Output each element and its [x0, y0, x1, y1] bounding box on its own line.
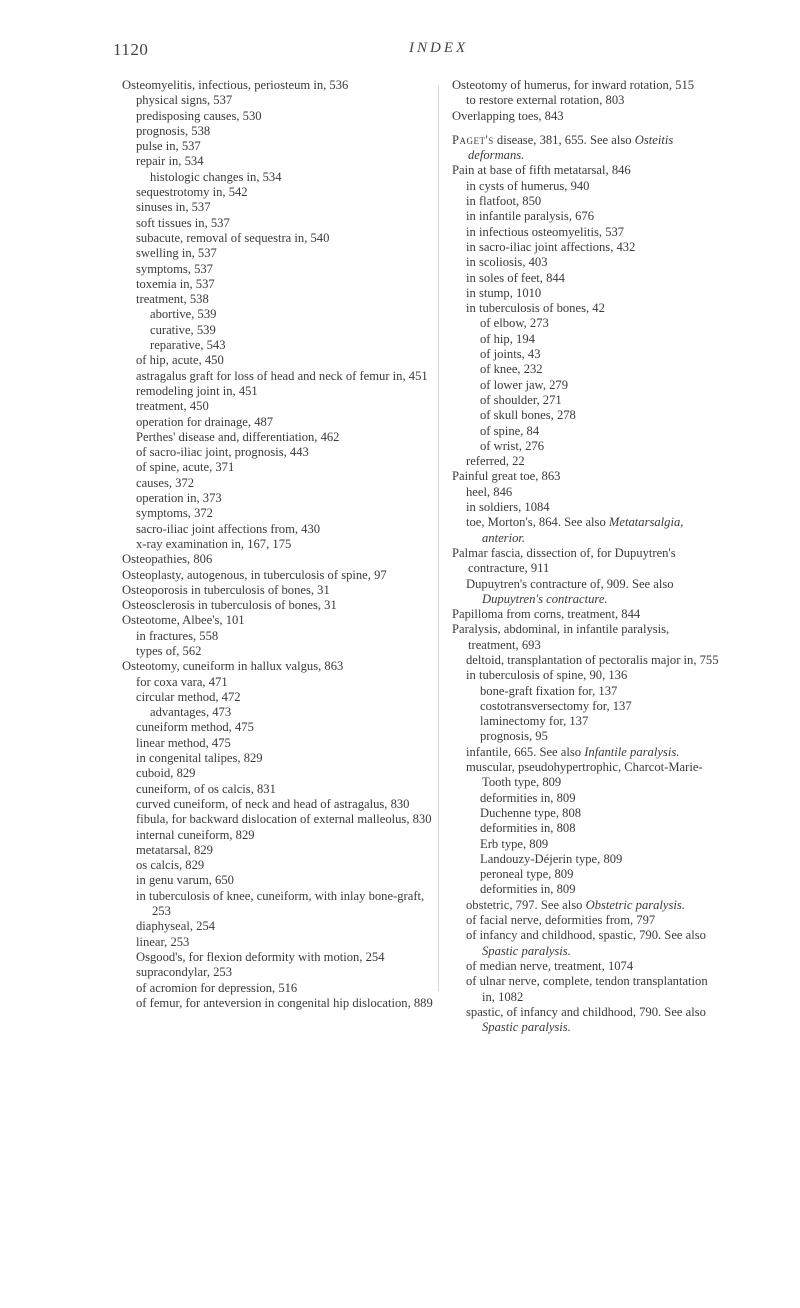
index-entry — [136, 185, 434, 200]
entry-text: in tuberculosis of bones, 42 — [466, 301, 605, 316]
entry-text: of wrist, 276 — [480, 438, 545, 453]
entry-text: in sacro-iliac joint affections, 432 — [466, 239, 636, 254]
index-entry — [136, 399, 434, 414]
index-entry — [136, 950, 434, 965]
index-entry — [136, 843, 434, 858]
entry-text: histologic changes in, 534 — [150, 169, 282, 184]
entry-text: treatment, 538 — [136, 292, 209, 307]
index-entry — [452, 109, 722, 124]
index-entry — [136, 935, 434, 950]
index-entry — [480, 408, 722, 423]
entry-text: Osgood's, for flexion deformity with motion, 254 — [136, 949, 385, 964]
entry-text: of hip, 194 — [480, 331, 535, 346]
index-entry — [466, 913, 722, 928]
index-entry — [136, 675, 434, 690]
entry-text: swelling in, 537 — [136, 246, 217, 261]
index-entry — [136, 231, 434, 246]
entry-text: Papilloma from corns, treatment, 844 — [452, 607, 641, 622]
entry-text: sinuses in, 537 — [136, 200, 211, 215]
entry-text: Landouzy-Déjerin type, 809 — [480, 851, 623, 866]
entry-text: peroneal type, 809 — [480, 867, 574, 882]
index-entry — [122, 78, 434, 93]
index-entry — [136, 476, 434, 491]
entry-text: of lower jaw, 279 — [480, 377, 569, 392]
entry-text: Dupuytren's contracture of, 909. See also — [466, 576, 674, 591]
index-entry — [480, 378, 722, 393]
index-entry — [122, 598, 434, 613]
index-entry — [136, 246, 434, 261]
index-entry — [480, 699, 722, 714]
index-entry — [466, 454, 722, 469]
entry-text: Osteosclerosis in tuberculosis of bones, 31 — [122, 598, 337, 613]
entry-text: cuboid, 829 — [136, 766, 196, 781]
entry-text: of ulnar nerve, complete, tendon transplantation in, 1082 — [466, 974, 708, 1004]
index-entry — [136, 200, 434, 215]
index-entry — [136, 216, 434, 231]
entry-text: deformities in, 809 — [480, 790, 576, 805]
entry-text: prognosis, 538 — [136, 123, 211, 138]
entry-text: toxemia in, 537 — [136, 276, 215, 291]
entry-text: of knee, 232 — [480, 362, 543, 377]
entry-text: Osteotomy, cuneiform in hallux valgus, 863 — [122, 659, 344, 674]
entry-cross-reference: Dupuytren's contracture. — [482, 591, 608, 606]
index-entry — [466, 959, 722, 974]
index-entry — [452, 607, 722, 622]
entry-text: costotransversectomy for, 137 — [480, 698, 632, 713]
index-entry — [122, 552, 434, 567]
entry-text: Erb type, 809 — [480, 836, 549, 851]
index-entry — [466, 485, 722, 500]
entry-text: operation in, 373 — [136, 491, 222, 506]
index-entry — [466, 271, 722, 286]
entry-text: linear method, 475 — [136, 735, 231, 750]
page-number: 1120 — [113, 40, 149, 59]
index-entry — [136, 736, 434, 751]
entry-text: treatment, 450 — [136, 399, 209, 414]
entry-text: of elbow, 273 — [480, 316, 549, 331]
entry-text: referred, 22 — [466, 454, 525, 469]
entry-text: to restore external rotation, 803 — [466, 93, 625, 108]
index-entry — [466, 286, 722, 301]
index-entry — [480, 821, 722, 836]
index-entry — [466, 225, 722, 240]
entry-text: infantile, 665. See also — [466, 744, 585, 759]
page-header — [113, 40, 710, 64]
entry-text: in infantile paralysis, 676 — [466, 209, 595, 224]
entry-cross-reference: Metatarsalgia, anterior. — [482, 515, 684, 545]
index-entry — [150, 307, 434, 322]
index-entry — [122, 659, 434, 674]
entry-text: laminectomy for, 137 — [480, 714, 589, 729]
index-entry — [136, 415, 434, 430]
entry-text: muscular, pseudohypertrophic, Charcot-Marie-Tooth type, 809 — [466, 760, 703, 790]
index-entry — [136, 720, 434, 735]
entry-text: in tuberculosis of spine, 90, 136 — [466, 668, 628, 683]
index-entry — [150, 705, 434, 720]
entry-text: circular method, 472 — [136, 689, 241, 704]
entry-text: prognosis, 95 — [480, 729, 548, 744]
entry-cross-reference: Spastic paralysis. — [482, 1020, 571, 1035]
index-entry — [466, 928, 722, 959]
index-entry — [136, 996, 434, 1011]
index-entry — [136, 629, 434, 644]
index-entry — [480, 424, 722, 439]
index-entry — [480, 806, 722, 821]
entry-text: of spine, acute, 371 — [136, 460, 235, 475]
index-entry — [480, 791, 722, 806]
index-entry — [480, 332, 722, 347]
entry-text: abortive, 539 — [150, 307, 217, 322]
entry-text: in cysts of humerus, 940 — [466, 178, 590, 193]
index-entry — [466, 179, 722, 194]
entry-text: types of, 562 — [136, 643, 202, 658]
entry-text: os calcis, 829 — [136, 858, 205, 873]
entry-text: soft tissues in, 537 — [136, 215, 230, 230]
entry-text: internal cuneiform, 829 — [136, 827, 255, 842]
index-entry — [452, 163, 722, 178]
entry-text: cuneiform method, 475 — [136, 720, 254, 735]
index-entry — [480, 347, 722, 362]
index-entry — [480, 837, 722, 852]
entry-text: in flatfoot, 850 — [466, 194, 542, 209]
index-entry — [136, 262, 434, 277]
entry-text: heel, 846 — [466, 484, 513, 499]
index-entry — [122, 568, 434, 583]
index-column-right — [452, 78, 722, 1035]
entry-text: of femur, for anteversion in congenital hip dislocation, 889 — [136, 995, 433, 1010]
index-entry — [480, 867, 722, 882]
entry-text: Paralysis, abdominal, in infantile paralysis, treatment, 693 — [452, 622, 670, 652]
entry-text: Palmar fascia, dissection of, for Dupuytren's contracture, 911 — [452, 545, 676, 576]
entry-text: in infectious osteomyelitis, 537 — [466, 224, 625, 239]
index-entry — [466, 500, 722, 515]
index-entry — [136, 965, 434, 980]
entry-text: of joints, 43 — [480, 347, 541, 362]
index-entry — [150, 323, 434, 338]
entry-text: in scoliosis, 403 — [466, 255, 548, 270]
entry-text: linear, 253 — [136, 934, 190, 949]
entry-text: deformities in, 809 — [480, 882, 576, 897]
entry-text: Osteopathies, 806 — [122, 552, 213, 567]
index-entry — [466, 255, 722, 270]
index-entry — [136, 460, 434, 475]
entry-text: Osteotome, Albee's, 101 — [122, 613, 245, 628]
entry-text: disease, 381, 655. See also — [493, 132, 635, 147]
entry-text: of hip, acute, 450 — [136, 353, 224, 368]
entry-text: of infancy and childhood, spastic, 790. See also — [466, 928, 706, 943]
entry-text: sequestrotomy in, 542 — [136, 185, 248, 200]
entry-text: of facial nerve, deformities from, 797 — [466, 913, 656, 928]
entry-text: diaphyseal, 254 — [136, 919, 216, 934]
index-entry — [452, 133, 722, 164]
entry-text: obstetric, 797. See also — [466, 897, 586, 912]
index-entry — [466, 209, 722, 224]
index-entry — [136, 277, 434, 292]
entry-text: toe, Morton's, 864. See also — [466, 515, 609, 530]
entry-text: metatarsal, 829 — [136, 842, 213, 857]
entry-cross-reference: Obstetric paralysis. — [585, 897, 685, 912]
entry-text: x-ray examination in, 167, 175 — [136, 536, 292, 551]
index-entry — [150, 338, 434, 353]
entry-text: in soles of feet, 844 — [466, 270, 565, 285]
entry-text: Osteomyelitis, infectious, periosteum in, 536 — [122, 78, 349, 92]
index-entry — [122, 613, 434, 628]
entry-text: in genu varum, 650 — [136, 873, 234, 888]
index-entry — [466, 898, 722, 913]
index-entry — [480, 393, 722, 408]
index-entry — [466, 194, 722, 209]
index-entry — [480, 714, 722, 729]
entry-text: in congenital talipes, 829 — [136, 751, 263, 766]
index-entry — [480, 684, 722, 699]
entry-text: Overlapping toes, 843 — [452, 108, 564, 123]
entry-text: bone-graft fixation for, 137 — [480, 683, 618, 698]
index-entry — [136, 109, 434, 124]
entry-cross-reference: Infantile paralysis. — [584, 744, 680, 759]
index-entry — [136, 445, 434, 460]
index-entry — [452, 78, 722, 93]
index-entry — [452, 622, 722, 653]
entry-text: curved cuneiform, of neck and head of astragalus, 830 — [136, 796, 410, 811]
index-entry — [480, 882, 722, 897]
index-entry — [136, 522, 434, 537]
entry-text: predisposing causes, 530 — [136, 108, 262, 123]
index-entry — [136, 919, 434, 934]
index-entry — [136, 782, 434, 797]
entry-cross-reference: Spastic paralysis. — [482, 943, 571, 958]
entry-text: of shoulder, 271 — [480, 392, 562, 407]
index-entry — [136, 292, 434, 307]
entry-text: subacute, removal of sequestra in, 540 — [136, 230, 330, 245]
entry-text: Osteotomy of humerus, for inward rotation, 515 — [452, 78, 695, 92]
entry-text: cuneiform, of os calcis, 831 — [136, 781, 276, 796]
entry-text: causes, 372 — [136, 475, 195, 490]
entry-text: physical signs, 537 — [136, 93, 233, 108]
index-entry — [136, 751, 434, 766]
index-entry — [136, 981, 434, 996]
index-entry — [136, 644, 434, 659]
index-entry — [452, 469, 722, 484]
index-entry — [480, 362, 722, 377]
index-entry — [466, 1005, 722, 1036]
entry-text: supracondylar, 253 — [136, 965, 233, 980]
index-entry — [136, 828, 434, 843]
index-entry — [150, 170, 434, 185]
index-entry — [136, 873, 434, 888]
entry-heading-smallcaps: Paget's — [452, 132, 494, 147]
index-column-left — [122, 78, 434, 1011]
entry-text: of sacro-iliac joint, prognosis, 443 — [136, 445, 309, 460]
index-entry — [466, 760, 722, 791]
entry-text: Painful great toe, 863 — [452, 469, 561, 484]
index-entry — [466, 974, 722, 1005]
entry-text: advantages, 473 — [150, 705, 232, 720]
index-entry — [452, 546, 722, 577]
entry-text: symptoms, 537 — [136, 261, 213, 276]
entry-text: symptoms, 372 — [136, 506, 213, 521]
entry-text: deltoid, transplantation of pectoralis major in, 755 — [466, 652, 719, 667]
index-entry — [136, 154, 434, 169]
index-entry — [136, 766, 434, 781]
entry-text: Perthes' disease and, differentiation, 462 — [136, 429, 340, 444]
entry-text: for coxa vara, 471 — [136, 674, 228, 689]
column-divider — [438, 86, 439, 991]
index-entry — [136, 506, 434, 521]
index-entry — [466, 668, 722, 683]
entry-text: fibula, for backward dislocation of external malleolus, 830 — [136, 812, 432, 827]
entry-text: of acromion for depression, 516 — [136, 980, 298, 995]
entry-cross-reference: Osteitis deformans. — [468, 132, 674, 163]
entry-text: of spine, 84 — [480, 423, 540, 438]
index-entry — [466, 240, 722, 255]
entry-text: of skull bones, 278 — [480, 408, 576, 423]
index-entry — [480, 852, 722, 867]
index-entry — [136, 690, 434, 705]
entry-text: remodeling joint in, 451 — [136, 383, 258, 398]
entry-text: Pain at base of fifth metatarsal, 846 — [452, 163, 631, 178]
entry-text: in fractures, 558 — [136, 628, 219, 643]
entry-text: reparative, 543 — [150, 338, 226, 353]
entry-text: astragalus graft for loss of head and neck of femur in, 451 — [136, 368, 428, 383]
entry-text: Osteoporosis in tuberculosis of bones, 31 — [122, 582, 330, 597]
entry-text: Osteoplasty, autogenous, in tuberculosis of spine, 97 — [122, 567, 387, 582]
index-entry — [136, 812, 434, 827]
entry-text: in tuberculosis of knee, cuneiform, with inlay bone-graft, 253 — [136, 888, 425, 919]
index-entry — [136, 124, 434, 139]
entry-text: pulse in, 537 — [136, 139, 201, 154]
index-entry — [466, 301, 722, 316]
index-entry — [466, 653, 722, 668]
entry-text: repair in, 534 — [136, 154, 204, 169]
index-entry — [466, 745, 722, 760]
index-entry — [136, 430, 434, 445]
entry-text: in stump, 1010 — [466, 285, 542, 300]
index-entry — [480, 729, 722, 744]
index-entry — [136, 353, 434, 368]
index-entry — [466, 93, 722, 108]
index-entry — [466, 577, 722, 608]
index-entry — [480, 439, 722, 454]
entry-text: in soldiers, 1084 — [466, 500, 550, 515]
running-head: INDEX — [409, 40, 469, 56]
index-entry — [136, 858, 434, 873]
entry-text: Duchenne type, 808 — [480, 805, 582, 820]
entry-text: of median nerve, treatment, 1074 — [466, 958, 634, 973]
index-entry — [136, 384, 434, 399]
index-entry — [136, 797, 434, 812]
entry-text: spastic, of infancy and childhood, 790. See also — [466, 1004, 706, 1019]
index-entry — [136, 369, 434, 384]
entry-text: deformities in, 808 — [480, 821, 576, 836]
index-entry — [480, 316, 722, 331]
index-entry — [136, 491, 434, 506]
index-entry — [136, 93, 434, 108]
index-entry — [466, 515, 722, 546]
index-entry — [136, 889, 434, 920]
index-entry — [122, 583, 434, 598]
index-entry — [136, 139, 434, 154]
index-entry — [136, 537, 434, 552]
entry-text: sacro-iliac joint affections from, 430 — [136, 521, 321, 536]
entry-text: curative, 539 — [150, 322, 216, 337]
entry-text: operation for drainage, 487 — [136, 414, 274, 429]
